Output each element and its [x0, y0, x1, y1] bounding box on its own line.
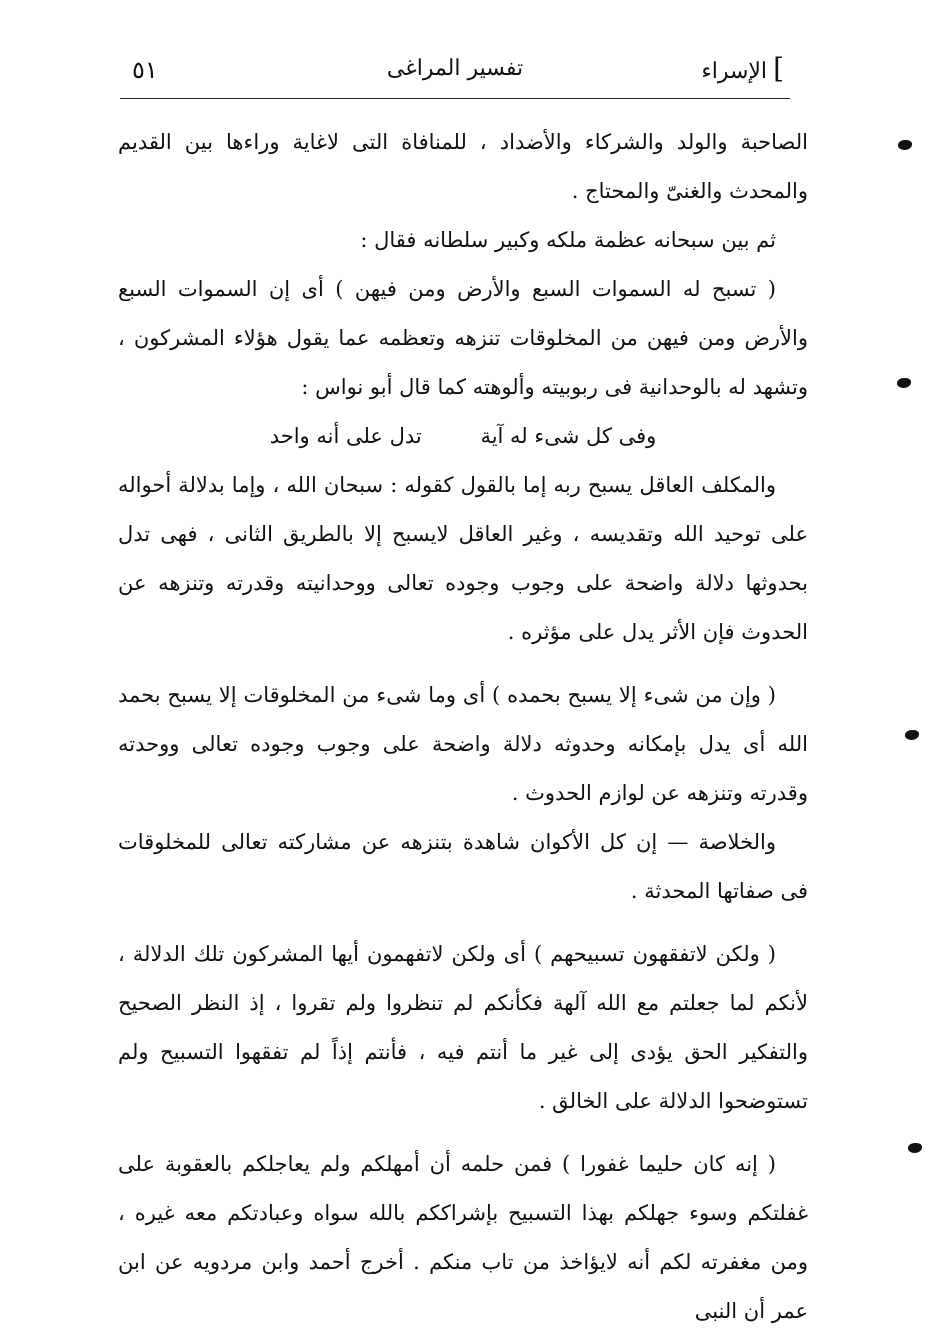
margin-mark — [908, 1143, 922, 1153]
paragraph: ( تسبح له السموات السبع والأرض ومن فيهن ) أى إن السموات السبع والأرض ومن فيهن من المخلوقات تنزهه وتعظمه عما يقول هؤلاء المشركون ، وتشهد له بالوحدانية فى ربوبيته وألوهته كما قال أبو نواس : — [118, 277, 808, 399]
bracket-glyph: ] — [773, 52, 784, 85]
paragraph: الصاحبة والولد والشركاء والأضداد ، للمنافاة التى لاغاية وراءها بين القديم والمحدث والغنىّ والمحتاج . — [118, 130, 808, 203]
paragraph: والمكلف العاقل يسبح ربه إما بالقول كقوله : سبحان الله ، وإما بدلالة أحواله على توحيد الله وتقديسه ، وغير العاقل لايسبح إلا بالطريق الثانى ، فهى تدل بحدوثها دلالة واضحة على وجوب وجوده تعالى ووحدانيته وقدرته وتنزهه عن الحدوث فإن الأثر يدل على مؤثره . — [118, 473, 808, 644]
surah-name — [701, 52, 784, 85]
paragraph: ( وإن من شىء إلا يسبح بحمده ) أى وما شىء من المخلوقات إلا يسبح بحمد الله أى يدل بإمكانه وحدوثه دلالة واضحة على وجوب وجوده تعالى ووحدته وقدرته وتنزهه عن لوازم الحدوث . — [118, 683, 808, 805]
margin-mark — [905, 730, 919, 740]
surah-name-text: الإسراء — [701, 59, 768, 84]
page-number: ٥١ — [132, 56, 158, 84]
margin-mark — [897, 378, 911, 388]
paragraph: والخلاصة — إن كل الأكوان شاهدة بتنزهه عن مشاركته تعالى للمخلوقات فى صفاتها المحدثة . — [118, 830, 808, 903]
verse-hemistich: تدل على أنه واحد — [269, 424, 422, 448]
poetry-verse — [118, 412, 808, 461]
paragraph: ثم بين سبحانه عظمة ملكه وكبير سلطانه فقال : — [360, 228, 776, 252]
paragraph: ( ولكن لاتفقهون تسبيحهم ) أى ولكن لاتفهمون أيها المشركون تلك الدلالة ، لأنكم لما جعلتم مع الله آلهة فكأنكم لم تنظروا ولم تقروا ، إذ النظر الصحيح والتفكير الحق يؤدى إلى غير ما أنتم فيه ، فأنتم إذاً لم تفقهوا التسبيح ولم تستوضحوا الدلالة على الخالق . — [118, 942, 808, 1113]
page-body — [118, 118, 808, 1336]
page-header — [120, 42, 790, 99]
paragraph: ( إنه كان حليما غفورا ) فمن حلمه أن أمهلكم ولم يعاجلكم بالعقوبة على غفلتكم وسوء جهلكم بهذا التسبيح بإشراككم بالله سواه وعبادتكم معه غيره ، ومن مغفرته لكم أنه لايؤاخذ من تاب منكم . أخرج أحمد وابن مردويه عن ابن عمر أن النبى — [118, 1152, 808, 1323]
verse-hemistich: وفى كل شىء له آية — [480, 424, 657, 448]
running-title: تفسير المراغى — [386, 56, 524, 81]
margin-mark — [898, 140, 912, 150]
